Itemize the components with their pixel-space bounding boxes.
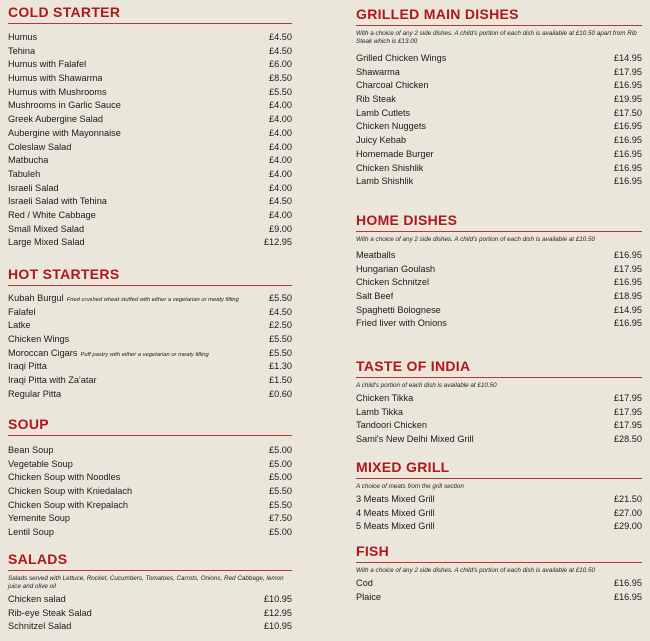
menu-item xyxy=(356,493,642,507)
menu-item-name-wrap xyxy=(8,99,121,113)
menu-item-name-wrap xyxy=(356,93,396,107)
menu-item-name-wrap xyxy=(356,66,400,80)
menu-item-name-wrap xyxy=(8,154,48,168)
menu-item-price: £17.50 xyxy=(613,107,642,118)
menu-item xyxy=(356,507,642,521)
menu-item xyxy=(8,347,292,361)
menu-item xyxy=(8,99,292,113)
menu-item-name-wrap xyxy=(8,444,53,458)
menu-item-name: Sami's New Delhi Mixed Grill xyxy=(356,434,474,445)
menu-item xyxy=(356,162,642,176)
menu-item-name: Humus with Shawarma xyxy=(8,73,103,84)
section-title: GRILLED MAIN DISHES xyxy=(356,6,519,22)
menu-item-name: Shawarma xyxy=(356,66,400,77)
menu-item-name-wrap xyxy=(356,79,429,93)
menu-item xyxy=(356,276,642,290)
section-mixed-grill xyxy=(356,459,642,534)
section-divider xyxy=(356,562,642,563)
menu-item-price: £5.50 xyxy=(269,293,292,303)
menu-item-name: Small Mixed Salad xyxy=(8,223,85,234)
menu-item-name-wrap xyxy=(356,493,435,507)
menu-item xyxy=(356,290,642,304)
menu-item-name-wrap xyxy=(356,134,406,148)
menu-item-price: £6.00 xyxy=(269,59,292,70)
menu-item-name-wrap xyxy=(356,591,381,605)
menu-item-price: £17.95 xyxy=(613,66,642,77)
menu-item-name-wrap xyxy=(8,458,73,472)
menu-item-name-wrap xyxy=(356,52,446,66)
menu-item-name: Chicken Schnitzel xyxy=(356,277,430,288)
menu-item-name-wrap xyxy=(356,148,434,162)
menu-item-price: £16.95 xyxy=(613,176,642,187)
menu-item xyxy=(8,458,292,472)
menu-item-name: Charcoal Chicken xyxy=(356,80,429,91)
menu-item-name-wrap xyxy=(8,195,107,209)
menu-item xyxy=(8,333,292,347)
menu-item xyxy=(8,292,292,306)
menu-item-name: Chicken Soup with Noodles xyxy=(8,472,121,483)
menu-item-price: £5.50 xyxy=(269,86,292,97)
menu-item-price: £4.00 xyxy=(269,155,292,166)
menu-item xyxy=(8,236,292,250)
menu-item-name-wrap xyxy=(8,607,92,621)
menu-item-name-wrap xyxy=(8,31,37,45)
menu-item xyxy=(8,374,292,388)
menu-item-price: £16.95 xyxy=(613,250,642,260)
menu-item-price: £1.30 xyxy=(269,361,292,372)
menu-item-price: £28.50 xyxy=(613,434,642,445)
menu-item-name-wrap xyxy=(8,236,85,250)
menu-item-name: Lentil Soup xyxy=(8,527,54,538)
menu-item-name: Humus with Falafel xyxy=(8,59,87,70)
menu-item-name: Moroccan Cigars xyxy=(8,347,78,358)
menu-item-description: Puff pastry with either a vegetarian or meaty filling xyxy=(80,351,209,358)
menu-item-name: Large Mixed Salad xyxy=(8,237,85,248)
menu-item-name: Red / White Cabbage xyxy=(8,209,96,220)
menu-item-name: Tandoori Chicken xyxy=(356,420,427,431)
menu-item xyxy=(356,577,642,591)
menu-item-price: £29.00 xyxy=(613,521,642,532)
menu-item-name: Hungarian Goulash xyxy=(356,263,436,274)
section-note: With a choice of any 2 side dishes. A child's portion of each dish is available at £10.50 xyxy=(356,236,596,243)
menu-item xyxy=(356,120,642,134)
menu-item-price: £8.50 xyxy=(269,73,292,84)
menu-item xyxy=(356,66,642,80)
menu-item-name-wrap xyxy=(8,526,54,540)
menu-item-price: £16.95 xyxy=(613,135,642,146)
menu-item-name: Lamb Tikka xyxy=(356,406,403,417)
menu-item-name: Humus xyxy=(8,32,38,42)
menu-item-name: Meatballs xyxy=(356,250,396,260)
menu-item-price: £9.00 xyxy=(269,223,292,234)
menu-item-name-wrap xyxy=(8,593,66,607)
menu-item-name-wrap xyxy=(8,512,70,526)
menu-item-name-wrap xyxy=(356,120,426,134)
menu-item-name: Yemenite Soup xyxy=(8,513,70,524)
menu-item-name: Grilled Chicken Wings xyxy=(356,53,447,63)
menu-item-name-wrap xyxy=(356,507,435,521)
menu-item-price: £17.95 xyxy=(613,406,642,417)
menu-item xyxy=(356,406,642,420)
menu-item xyxy=(8,209,292,223)
menu-item-name: Homemade Burger xyxy=(356,148,434,159)
menu-item xyxy=(356,263,642,277)
menu-item-price: £4.50 xyxy=(269,32,292,42)
menu-item-price: £5.50 xyxy=(269,334,292,345)
menu-item-name: Matbucha xyxy=(8,155,49,166)
section-hot-starters xyxy=(8,266,292,402)
section-note: With a choice of any 2 side dishes. A child's portion of each dish is available at £10.50 apart from Rib Steak which is £13.00 xyxy=(356,30,637,45)
menu-item-price: £4.00 xyxy=(269,141,292,152)
menu-item-name-wrap xyxy=(8,292,239,308)
menu-item-price: £27.00 xyxy=(613,507,642,518)
menu-item-name: 5 Meats Mixed Grill xyxy=(356,521,435,532)
menu-item-list xyxy=(356,249,642,331)
menu-item-price: £10.95 xyxy=(263,621,292,632)
menu-item-name-wrap xyxy=(8,388,61,402)
menu-item-price: £18.95 xyxy=(613,291,642,302)
menu-item-price: £4.00 xyxy=(269,100,292,111)
menu-item-name-wrap xyxy=(8,319,30,333)
menu-item-name-wrap xyxy=(356,392,413,406)
menu-item xyxy=(356,52,642,66)
menu-item-name-wrap xyxy=(8,168,40,182)
menu-item-name: Israeli Salad xyxy=(8,182,59,193)
menu-item-name-wrap xyxy=(356,419,427,433)
menu-item-price: £12.95 xyxy=(263,237,292,248)
menu-item-name-wrap xyxy=(356,290,393,304)
menu-item-price: £19.95 xyxy=(613,94,642,105)
menu-item-name: Regular Pitta xyxy=(8,388,62,399)
menu-item-name-wrap xyxy=(356,249,395,263)
menu-item-price: £5.00 xyxy=(269,472,292,483)
menu-item-name: Rib Steak xyxy=(356,94,396,105)
menu-item-name: Kubah Burgul xyxy=(8,293,64,303)
menu-item-name-wrap xyxy=(356,263,435,277)
menu-item-name: Latke xyxy=(8,320,31,331)
menu-item-list xyxy=(356,493,642,534)
menu-item-price: £16.95 xyxy=(613,148,642,159)
section-home-dishes xyxy=(356,212,642,331)
menu-item-name: Chicken Nuggets xyxy=(356,121,426,132)
menu-item-price: £4.00 xyxy=(269,209,292,220)
menu-item xyxy=(356,107,642,121)
menu-item xyxy=(8,360,292,374)
menu-item xyxy=(356,433,642,447)
menu-item-price: £16.95 xyxy=(613,318,642,329)
menu-item xyxy=(8,388,292,402)
menu-item-name: Aubergine with Mayonnaise xyxy=(8,127,121,138)
menu-item xyxy=(8,182,292,196)
menu-item-name-wrap xyxy=(356,406,403,420)
menu-item-list xyxy=(8,444,292,540)
menu-item-price: £12.95 xyxy=(263,607,292,618)
menu-item-name-wrap xyxy=(8,360,47,374)
menu-item xyxy=(8,512,292,526)
menu-item-list xyxy=(8,31,292,250)
section-title: SOUP xyxy=(8,416,49,432)
menu-item-price: £4.00 xyxy=(269,127,292,138)
menu-item-list xyxy=(356,392,642,447)
menu-item xyxy=(8,319,292,333)
menu-item-name-wrap xyxy=(8,86,107,100)
menu-item-name-wrap xyxy=(356,520,435,534)
menu-item xyxy=(8,86,292,100)
menu-item-price: £5.50 xyxy=(269,499,292,510)
section-fish xyxy=(356,543,642,604)
menu-item-name-wrap xyxy=(8,113,103,127)
menu-item xyxy=(8,485,292,499)
menu-item-name: Vegetable Soup xyxy=(8,458,73,469)
section-divider xyxy=(8,23,292,24)
menu-item-name: 3 Meats Mixed Grill xyxy=(356,494,435,504)
menu-item-name-wrap xyxy=(8,471,120,485)
section-title: HOT STARTERS xyxy=(8,266,120,282)
menu-item-price: £5.00 xyxy=(269,458,292,469)
menu-item-name: Fried liver with Onions xyxy=(356,318,447,329)
section-divider xyxy=(356,25,642,26)
menu-item-price: £21.50 xyxy=(613,494,642,504)
menu-item-price: £4.00 xyxy=(269,114,292,125)
menu-item-price: £4.50 xyxy=(269,45,292,56)
menu-item-price: £4.00 xyxy=(269,182,292,193)
menu-item-price: £10.95 xyxy=(263,594,292,604)
menu-item-name-wrap xyxy=(8,485,132,499)
section-title: HOME DISHES xyxy=(356,212,458,228)
menu-item xyxy=(8,607,292,621)
menu-item-name: Chicken Shishlik xyxy=(356,162,424,173)
menu-item xyxy=(356,304,642,318)
menu-item xyxy=(8,168,292,182)
menu-item-name: Tehina xyxy=(8,45,36,56)
section-title: COLD STARTER xyxy=(8,4,121,20)
menu-item-price: £5.00 xyxy=(269,445,292,455)
section-note: Salads served with Lettuce, Rocket, Cucumbers, Tomatoes, Carrots, Onions, Red Cabbage, lemon juice and olive oil xyxy=(8,575,284,590)
menu-item-name: Chicken Soup with Krepalach xyxy=(8,499,129,510)
menu-item-name: Rib-eye Steak Salad xyxy=(8,607,92,618)
menu-item-name-wrap xyxy=(8,620,71,634)
menu-item-name: Greek Aubergine Salad xyxy=(8,114,104,125)
menu-item-name-wrap xyxy=(356,317,447,331)
menu-item xyxy=(356,392,642,406)
menu-item-price: £2.50 xyxy=(269,320,292,331)
menu-item xyxy=(8,620,292,634)
menu-item-price: £16.95 xyxy=(613,591,642,602)
menu-item-name-wrap xyxy=(8,333,69,347)
menu-item-price: £16.95 xyxy=(613,578,642,588)
section-divider xyxy=(356,231,642,232)
menu-item xyxy=(356,134,642,148)
menu-item xyxy=(8,154,292,168)
menu-item-name-wrap xyxy=(8,58,86,72)
menu-item-name: Tabuleh xyxy=(8,168,41,179)
section-title: MIXED GRILL xyxy=(356,459,450,475)
section-divider xyxy=(8,435,292,436)
menu-item xyxy=(8,45,292,59)
menu-item-price: £14.95 xyxy=(613,304,642,315)
menu-item-price: £17.95 xyxy=(613,263,642,274)
menu-item xyxy=(356,520,642,534)
menu-item-name: Cod xyxy=(356,578,373,588)
menu-item-price: £16.95 xyxy=(613,162,642,173)
menu-item-name-wrap xyxy=(356,577,373,591)
menu-item-price: £4.50 xyxy=(269,196,292,207)
menu-item-name-wrap xyxy=(356,433,474,447)
menu-item-name-wrap xyxy=(8,141,71,155)
menu-item-name: Mushrooms in Garlic Sauce xyxy=(8,100,121,111)
menu-item-name: Falafel xyxy=(8,306,36,317)
menu-item-name-wrap xyxy=(356,107,410,121)
menu-item-name-wrap xyxy=(8,72,102,86)
menu-item-price: £1.50 xyxy=(269,375,292,386)
menu-item xyxy=(8,113,292,127)
menu-item xyxy=(356,317,642,331)
menu-item-name-wrap xyxy=(8,182,59,196)
menu-item xyxy=(8,141,292,155)
menu-item-price: £14.95 xyxy=(613,53,642,63)
menu-item xyxy=(8,499,292,513)
section-divider xyxy=(8,570,292,571)
section-salads xyxy=(8,551,292,634)
menu-item-name: Lamb Shishlik xyxy=(356,176,414,187)
menu-item xyxy=(356,148,642,162)
menu-item-list xyxy=(8,593,292,634)
section-title: TASTE OF INDIA xyxy=(356,358,471,374)
menu-item-name-wrap xyxy=(8,45,35,59)
menu-item-name-wrap xyxy=(8,374,97,388)
section-divider xyxy=(356,478,642,479)
menu-item xyxy=(8,58,292,72)
menu-item-name-wrap xyxy=(356,162,423,176)
menu-item-price: £16.95 xyxy=(613,277,642,288)
menu-item xyxy=(8,31,292,45)
menu-item-name: Juicy Kebab xyxy=(356,135,407,146)
menu-item-name-wrap xyxy=(356,276,429,290)
menu-item-name: Spaghetti Bolognese xyxy=(356,304,441,315)
menu-item-price: £17.95 xyxy=(613,393,642,403)
menu-item-name: Iraqi Pitta with Za'atar xyxy=(8,375,97,386)
menu-item-price: £17.95 xyxy=(613,420,642,431)
menu-item-name: Plaice xyxy=(356,591,382,602)
menu-item-name: Chicken Wings xyxy=(8,334,70,345)
section-title: FISH xyxy=(356,543,390,559)
menu-item xyxy=(8,127,292,141)
menu-item-name: Humus with Mushrooms xyxy=(8,86,107,97)
menu-item-price: £4.50 xyxy=(269,306,292,317)
menu-item-list xyxy=(356,577,642,604)
menu-item xyxy=(8,223,292,237)
menu-item-price: £0.60 xyxy=(269,388,292,399)
menu-item xyxy=(356,175,642,189)
menu-item-name: 4 Meats Mixed Grill xyxy=(356,507,435,518)
menu-item-name: Bean Soup xyxy=(8,445,54,455)
menu-item-name-wrap xyxy=(8,223,84,237)
section-soup xyxy=(8,416,292,540)
menu-item-price: £5.50 xyxy=(269,486,292,497)
menu-item-name: Israeli Salad with Tehina xyxy=(8,196,107,207)
menu-item-name: Iraqi Pitta xyxy=(8,361,47,372)
menu-item-name-wrap xyxy=(8,209,96,223)
menu-item-name-wrap xyxy=(356,175,413,189)
section-note: A child's portion of each dish is available at £10.50 xyxy=(356,382,497,389)
section-divider xyxy=(356,377,642,378)
section-title: SALADS xyxy=(8,551,68,567)
section-taste-of-india xyxy=(356,358,642,447)
menu-item-name: Chicken Soup with Kniedalach xyxy=(8,486,133,497)
menu-item xyxy=(356,591,642,605)
menu-item-list xyxy=(356,52,642,189)
menu-item-price: £5.00 xyxy=(269,527,292,538)
menu-item xyxy=(8,444,292,458)
menu-item-list xyxy=(8,292,292,402)
menu-item-price: £16.95 xyxy=(613,80,642,91)
menu-item-name-wrap xyxy=(356,304,441,318)
section-note: With a choice of any 2 side dishes. A child's portion of each dish is available at £10.50 xyxy=(356,567,596,574)
menu-item-price: £5.50 xyxy=(269,347,292,358)
section-cold-starter xyxy=(8,4,292,250)
menu-item-description: Fried crushed wheat stuffed with either a vegetarian or meaty filling xyxy=(66,297,239,303)
menu-item-name: Lamb Cutlets xyxy=(356,107,411,118)
menu-item xyxy=(8,72,292,86)
menu-item xyxy=(8,471,292,485)
section-note: A choice of meats from the grill section xyxy=(356,483,464,490)
menu-item-name: Coleslaw Salad xyxy=(8,141,72,152)
menu-item-price: £4.00 xyxy=(269,168,292,179)
menu-item-name-wrap xyxy=(8,306,36,320)
menu-item-name-wrap xyxy=(8,127,121,141)
menu-item-price: £7.50 xyxy=(269,513,292,524)
menu-item xyxy=(8,195,292,209)
menu-item xyxy=(356,93,642,107)
menu-item xyxy=(356,249,642,263)
menu-item xyxy=(8,306,292,320)
menu-item xyxy=(356,79,642,93)
menu-item-name: Salt Beef xyxy=(356,291,394,302)
menu-item xyxy=(8,593,292,607)
menu-item-name-wrap xyxy=(8,499,128,513)
section-grilled-main-dishes xyxy=(356,6,642,189)
menu-item-price: £16.95 xyxy=(613,121,642,132)
menu-item xyxy=(8,526,292,540)
menu-item-name: Schnitzel Salad xyxy=(8,621,72,632)
menu-item xyxy=(356,419,642,433)
menu-item-name: Chicken Tikka xyxy=(356,393,414,403)
menu-item-name: Chicken salad xyxy=(8,594,66,604)
section-divider xyxy=(8,285,292,286)
